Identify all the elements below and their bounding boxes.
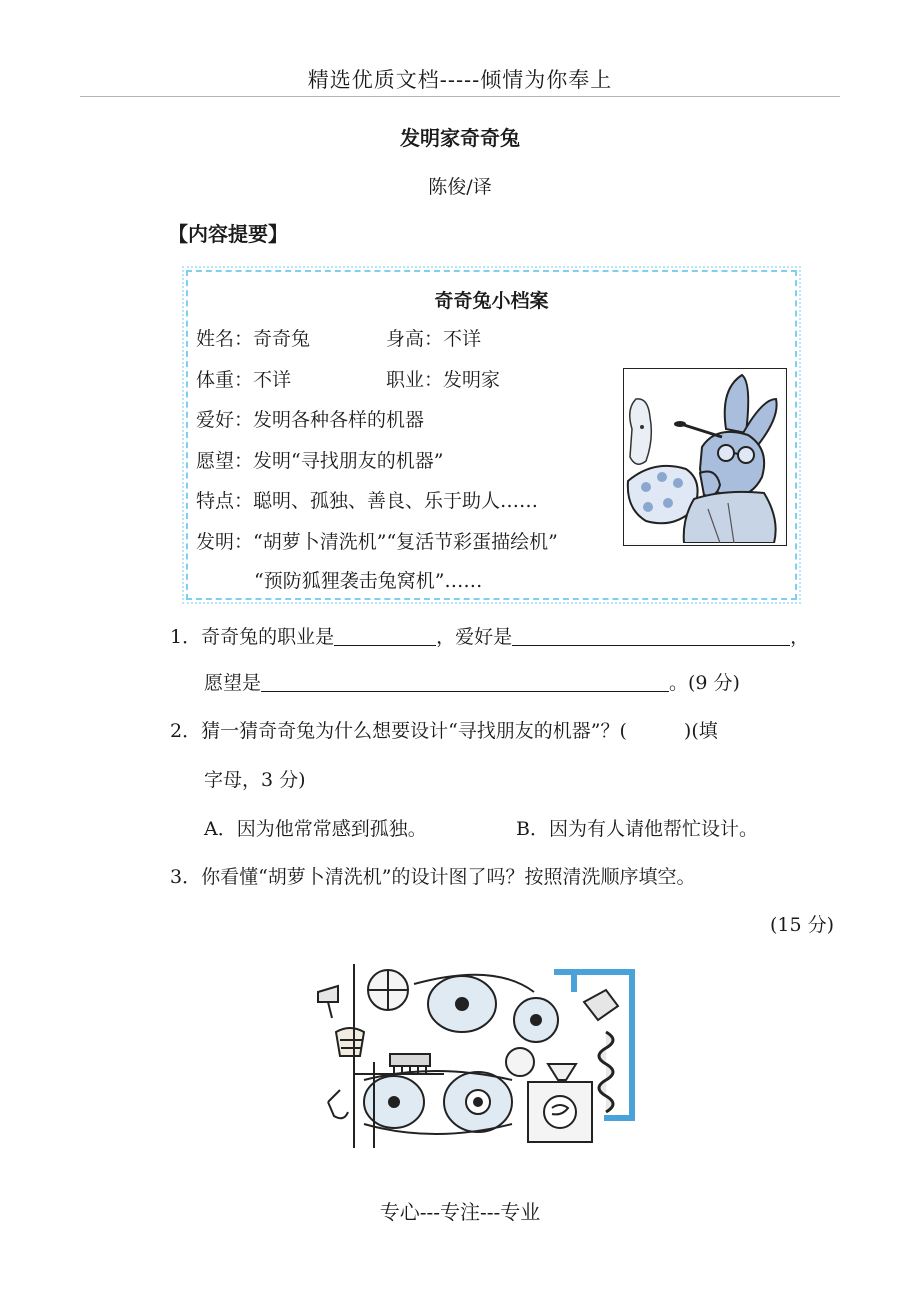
profile-inventions-row (196, 527, 558, 554)
hobby-value: 发明各种各样的机器 (253, 409, 425, 431)
question-2-line1 (170, 716, 718, 743)
height-value: 不详 (443, 328, 482, 350)
job-label: 职业： (386, 369, 444, 391)
page-header: 精选优质文档-----倾情为你奉上 (307, 68, 613, 92)
question-3-score: (15 分) (770, 914, 835, 936)
inventions-line1: “胡萝卜清洗机”“复活节彩蛋描绘机” (253, 531, 558, 553)
name-label: 姓名： (196, 328, 254, 350)
question-2-number: 2． (170, 720, 202, 742)
question-1-line2 (204, 668, 740, 695)
traits-value: 聪明、孤独、善良、乐于助人…… (253, 490, 539, 512)
traits-label: 特点： (196, 490, 254, 512)
weight-label: 体重： (196, 369, 254, 391)
question-1-number: 1． (170, 626, 202, 648)
profile-title: 奇奇兔小档案 (434, 290, 549, 312)
question-2-option-b: B．因为有人请他帮忙设计。 (516, 818, 758, 840)
profile-inventions-line2: “预防狐狸袭击兔窝机”…… (254, 570, 483, 592)
question-1-text-c: ， (790, 626, 810, 648)
article-title: 发明家奇奇兔 (400, 126, 520, 150)
profile-height-row (386, 324, 481, 351)
wish-value: 发明“寻找朋友的机器” (253, 450, 444, 472)
hobby-label: 爱好： (196, 409, 254, 431)
height-label: 身高： (386, 328, 444, 350)
answer-blank-hobby[interactable] (512, 625, 790, 646)
question-3-number: 3． (170, 866, 202, 888)
question-3-text: 你看懂“胡萝卜清洗机”的设计图了吗？按照清洗顺序填空。 (201, 866, 696, 888)
answer-blank-job[interactable] (334, 625, 436, 646)
profile-job-row (386, 365, 500, 392)
profile-weight-row (196, 365, 291, 392)
question-1-text-a: 奇奇兔的职业是 (201, 626, 335, 648)
question-2-text: 猜一猜奇奇兔为什么想要设计“寻找朋友的机器”？( )(填 (201, 720, 718, 742)
question-1-text-e: 。(9 分) (669, 672, 740, 694)
carrot-washer-diagram (314, 962, 640, 1148)
wish-label: 愿望： (196, 450, 254, 472)
question-1-line1 (170, 622, 809, 649)
question-2-line2: 字母，3 分) (204, 769, 306, 791)
name-value: 奇奇兔 (253, 328, 311, 350)
question-2-option-a: A．因为他常常感到孤独。 (204, 818, 427, 840)
header-divider (80, 96, 840, 97)
summary-heading: 【内容提要】 (168, 222, 288, 246)
profile-hobby-row (196, 405, 424, 432)
page-footer: 专心---专注---专业 (379, 1200, 541, 1224)
rabbit-illustration (623, 368, 787, 546)
profile-wish-row (196, 446, 443, 473)
question-3-line1 (170, 862, 696, 889)
inventions-label: 发明： (196, 531, 254, 553)
question-1-text-b: ，爱好是 (436, 626, 513, 648)
profile-traits-row (196, 486, 538, 513)
rabbit-painter-image (624, 369, 784, 543)
answer-blank-wish[interactable] (261, 671, 669, 692)
carrot-washer-image (314, 962, 640, 1148)
weight-value: 不详 (253, 369, 292, 391)
profile-name-row (196, 324, 310, 351)
question-1-text-d: 愿望是 (204, 672, 262, 694)
job-value: 发明家 (443, 369, 501, 391)
article-translator: 陈俊/译 (428, 176, 492, 198)
